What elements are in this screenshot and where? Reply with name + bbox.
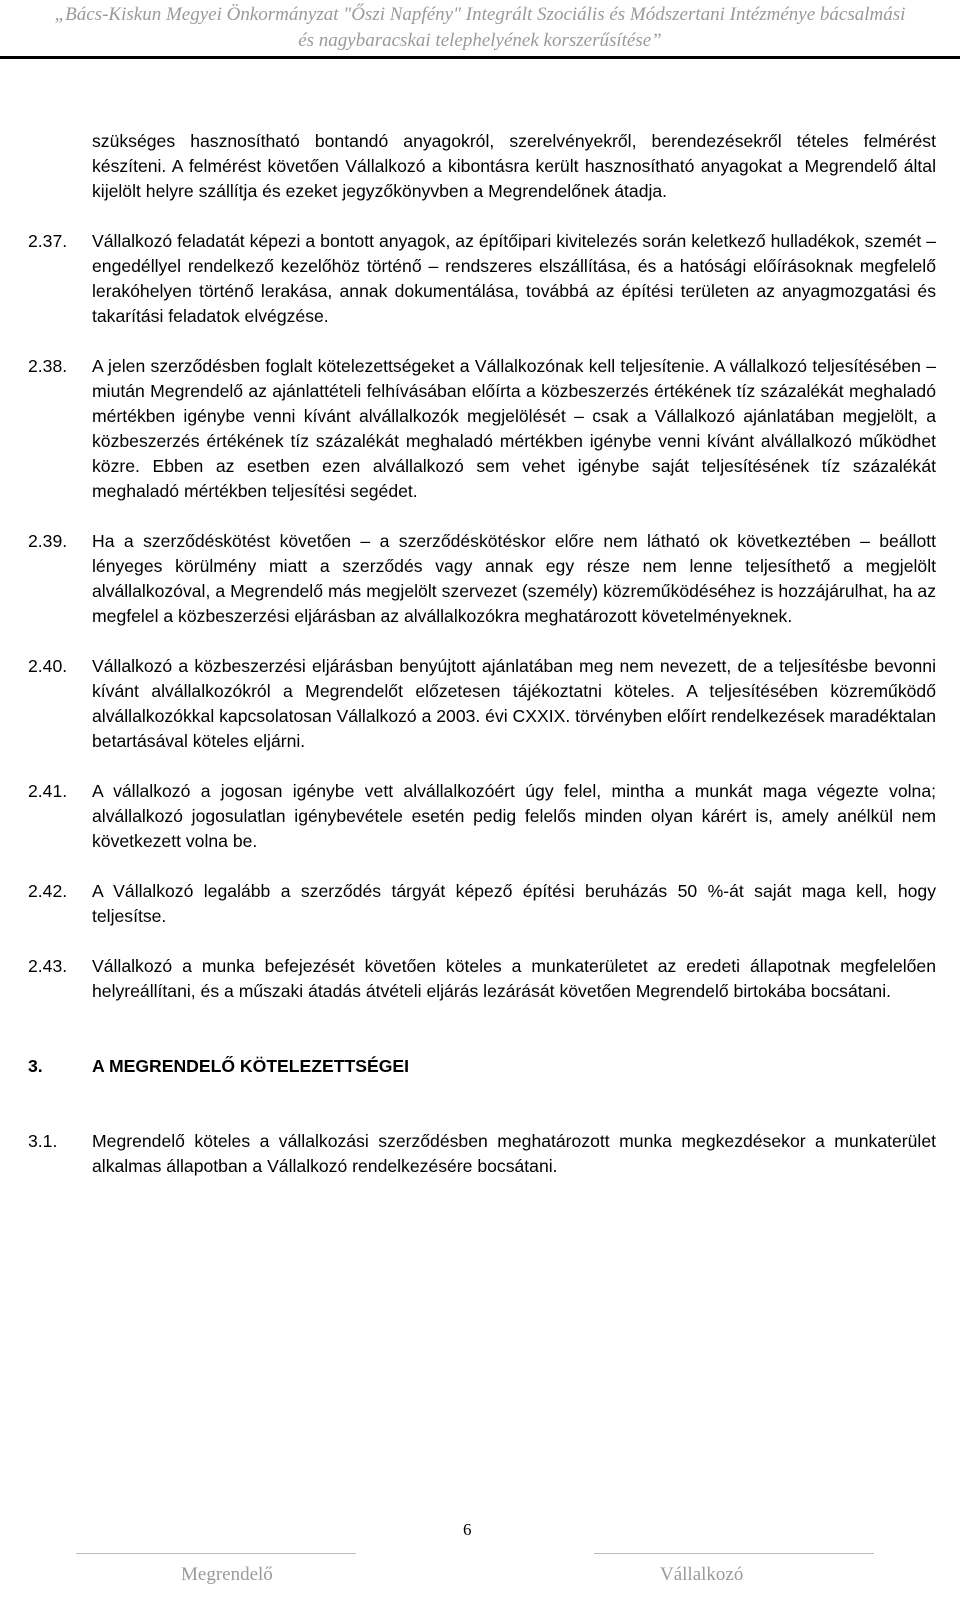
clause-text: Vállalkozó a közbeszerzési eljárásban benyújtott ajánlatában meg nem nevezett, de a teljesítésbe bevonni kívánt alvállalkozókról a Megrendelőt előzetesen tájékoztatni köteles. A teljesítésében közreműködő alvállalkozókkal kapcsolatosan Vállalkozó a 2003. évi CXXIX. törvényben előírt rendelkezések maradéktalan betartásával köteles eljárni. — [92, 656, 936, 751]
clause-text: A jelen szerződésben foglalt kötelezettségeket a Vállalkozónak kell teljesítenie. A vállalkozó teljesítésében – miután Megrendelő az ajánlattételi felhívásában előírta a közbeszerzés értékének tíz százalékát meghaladó mértékben igénybe venni kívánt alvállalkozók megjelölését – csak a Vállalkozó ajánlatában megjelölt, a közbeszerzés értékének tíz százalékát meghaladó mértékben igénybe venni kívánt alvállalkozó működhet közre. Ebben az esetben ezen alvállalkozó sem vehet igénybe saját teljesítésének tíz százalékát meghaladó mértékben teljesítési segédet. — [92, 356, 936, 501]
clauses-section-3 — [28, 1129, 936, 1179]
page-footer — [0, 1520, 960, 1601]
clause-number: 2.39. — [28, 531, 68, 551]
clause-number: 2.42. — [28, 881, 68, 901]
clause-paragraph — [28, 779, 936, 854]
section-title: A MEGRENDELŐ KÖTELEZETTSÉGEI — [92, 1056, 410, 1076]
clause-paragraph — [28, 229, 936, 329]
clause-number: 2.37. — [28, 231, 68, 251]
header-line-1: „Bács-Kiskun Megyei Önkormányzat "Őszi Napfény" Integrált Szociális és Módszertani Intézménye bácsalmási — [54, 4, 906, 25]
clause-text: Vállalkozó feladatát képezi a bontott anyagok, az építőipari kivitelezés során keletkező hulladékok, szemét – engedéllyel rendelkező kezelőhöz történő – rendszeres elszállítása, és a hatósági előírásoknak megfelelő lerakóhelyen történő lerakása, annak dokumentálása, továbbá az építési területen az anyagmozgatási és takarítási feladatok elvégzése. — [92, 231, 936, 326]
clause-text: Megrendelő köteles a vállalkozási szerződésben meghatározott munka megkezdésekor a munkaterület alkalmas állapotban a Vállalkozó rendelkezésére bocsátani. — [92, 1131, 936, 1176]
document-body — [28, 129, 936, 1204]
clause-text: A Vállalkozó legalább a szerződés tárgyát képező építési beruházás 50 %-át saját maga kell, hogy teljesítse. — [92, 881, 936, 926]
clause-number: 2.41. — [28, 781, 68, 801]
clause-paragraph — [28, 1129, 936, 1179]
clause-number: 3.1. — [28, 1131, 58, 1151]
header-line-2: és nagybaracskai telephelyének korszerűsítése” — [298, 30, 662, 51]
signature-label-left: Megrendelő — [181, 1564, 273, 1585]
clause-number: 2.38. — [28, 356, 68, 376]
signature-line-right — [594, 1553, 874, 1554]
clause-paragraph — [28, 354, 936, 504]
signature-line-left — [76, 1553, 356, 1554]
section-heading — [28, 1054, 936, 1079]
clause-text: A vállalkozó a jogosan igénybe vett alvállalkozóért úgy felel, mintha a munkát maga végezte volna; alvállalkozó jogosulatlan igénybevétele esetén pedig felelős minden olyan kárért is, amely anélkül nem következett volna be. — [92, 781, 936, 851]
clause-paragraph — [28, 879, 936, 929]
signature-label-right: Vállalkozó — [660, 1564, 744, 1585]
clause-number: 2.40. — [28, 656, 68, 676]
clause-paragraph — [28, 654, 936, 754]
clause-text: Ha a szerződéskötést követően – a szerződéskötéskor előre nem látható ok következtében – beállott lényeges körülmény miatt a szerződés vagy annak egy része nem lenne teljesíthető a megjelölt alvállalkozóval, a Megrendelő más megjelölt szervezet (személy) közreműködéséhez is hozzájárulhat, ha az megfelel a közbeszerzési eljárásban az alvállalkozókra meghatározott követelményeknek. — [92, 531, 936, 626]
clause-text: Vállalkozó a munka befejezését követően köteles a munkaterületet az eredeti állapotnak megfelelően helyreállítani, és a műszaki átadás átvételi eljárás lezárását követően Megrendelő birtokába bocsátani. — [92, 956, 936, 1001]
clause-paragraph — [28, 954, 936, 1004]
clauses-section-2 — [28, 229, 936, 1004]
intro-paragraph: szükséges hasznosítható bontandó anyagokról, szerelvényekről, berendezésekről tételes felmérést készíteni. A felmérést követően Vállalkozó a kibontásra került hasznosítható anyagokat a Megrendelő által kijelölt helyre szállítja és ezeket jegyzőkönyvben a Megrendelőnek átadja. — [92, 131, 936, 201]
section-number: 3. — [28, 1056, 43, 1076]
clause-paragraph — [28, 529, 936, 629]
clause-number: 2.43. — [28, 956, 68, 976]
page-number: 6 — [463, 1520, 472, 1539]
page-header — [0, 0, 960, 59]
